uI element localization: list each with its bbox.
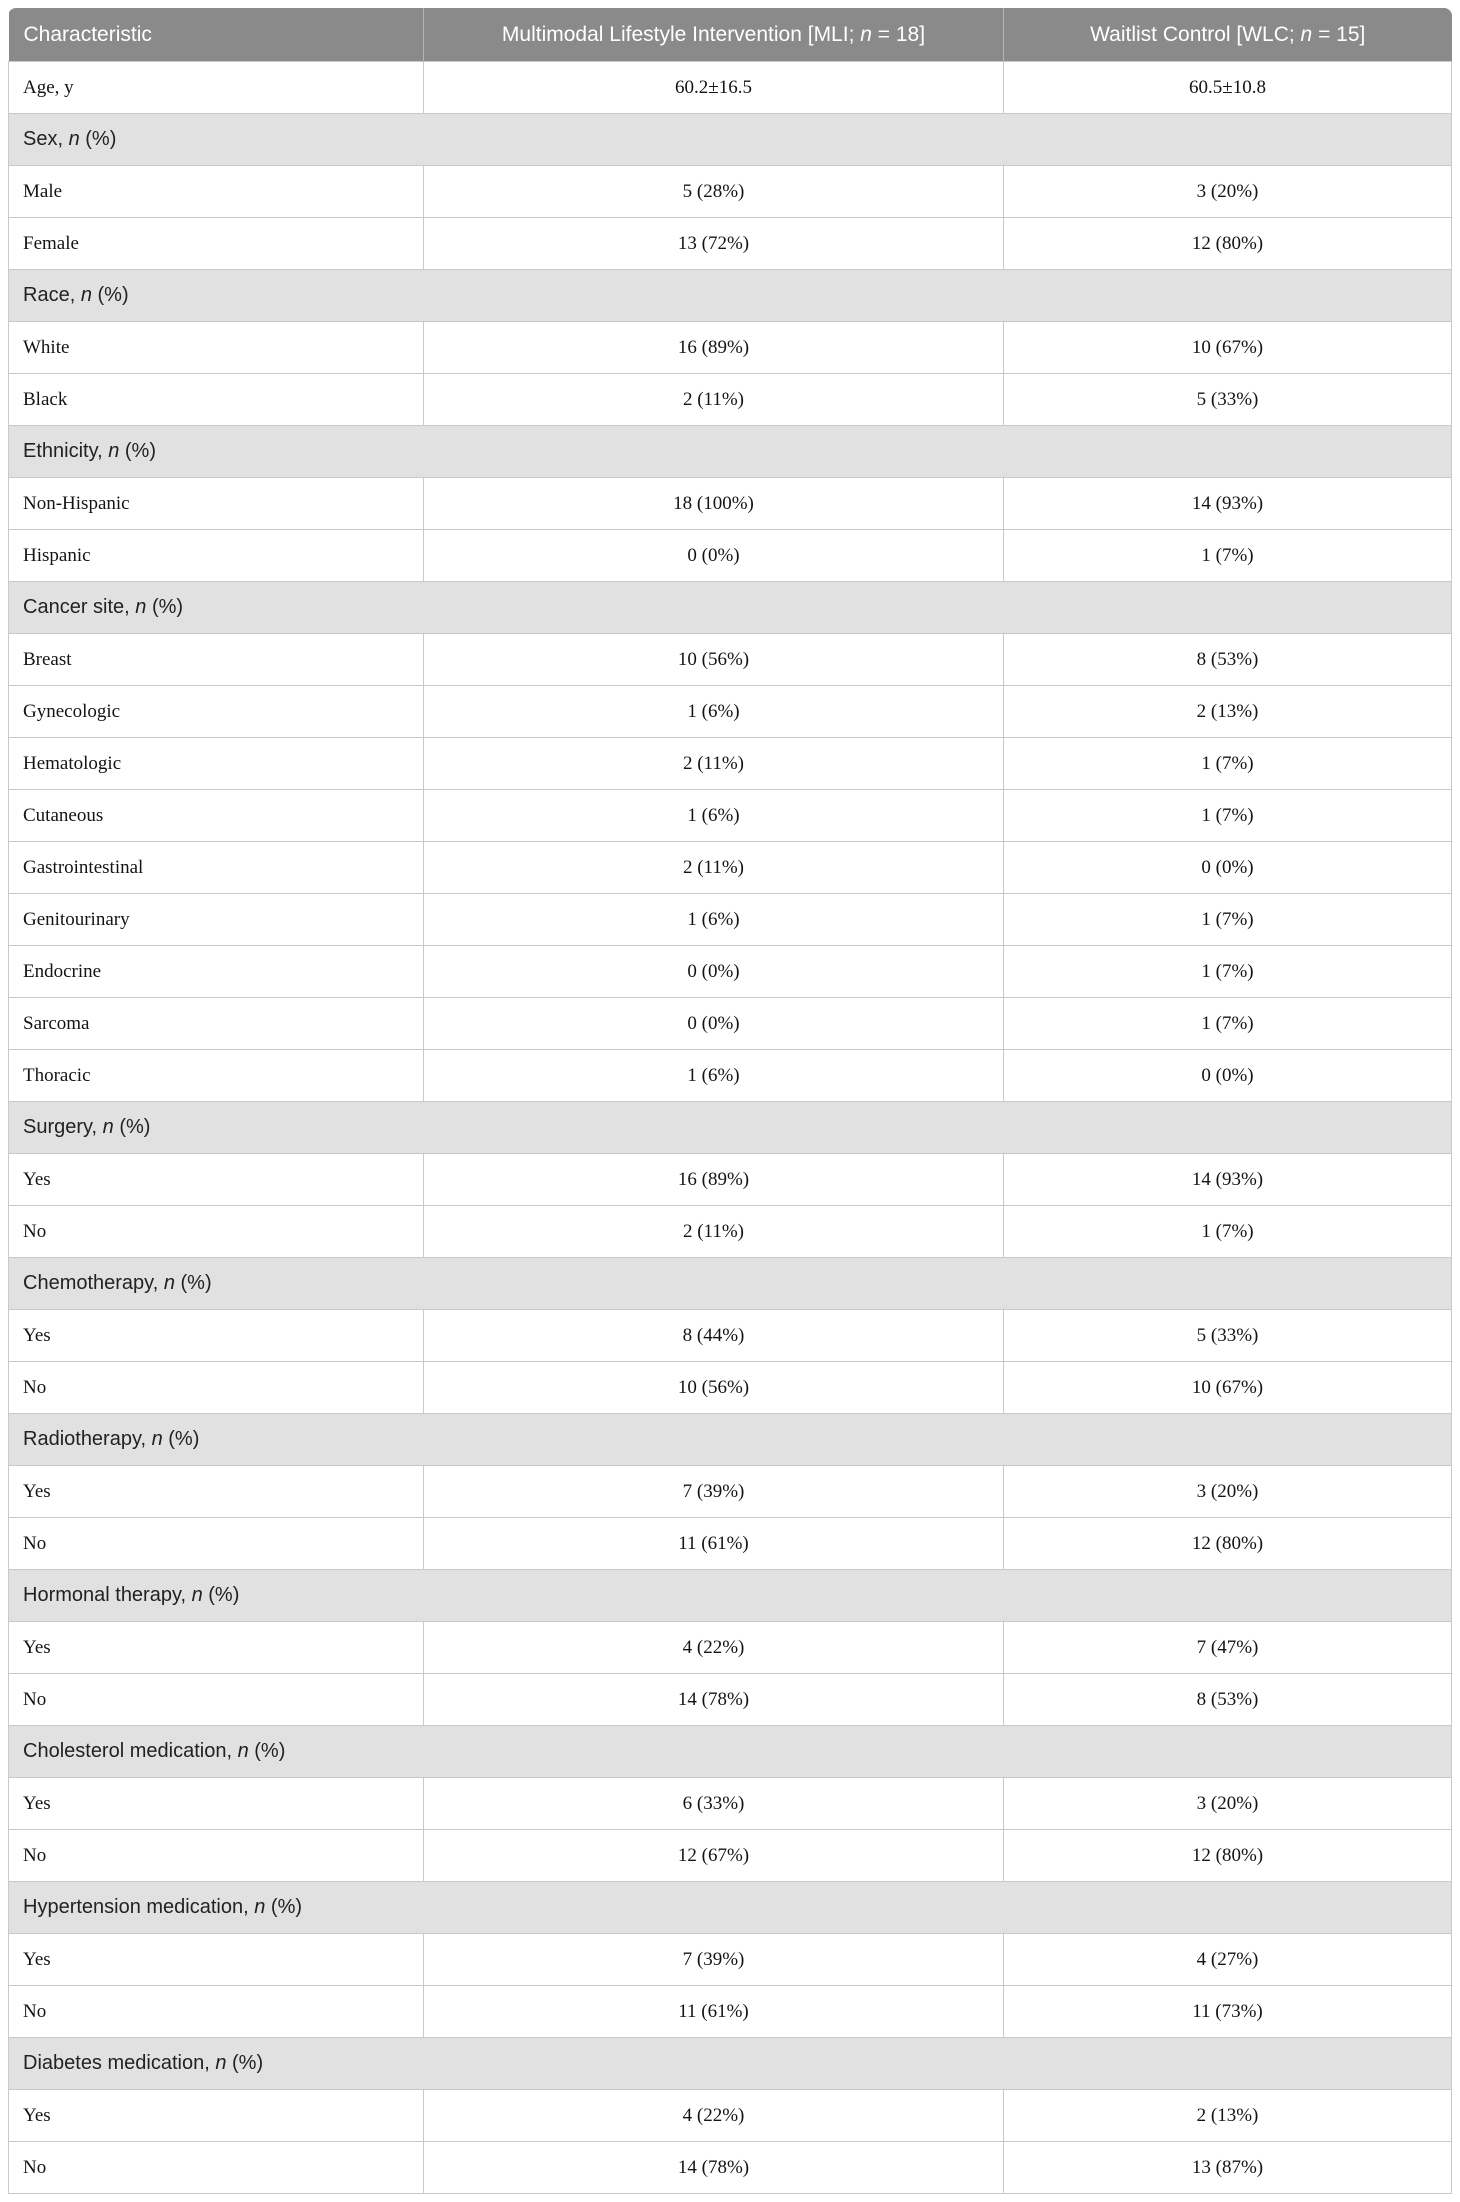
section-label [9,114,1452,166]
section-label-text: Ethnicity, [23,440,109,462]
table-row [9,1934,1452,1986]
section-label-italic-n: n [191,1584,203,1606]
table-row [9,1206,1452,1258]
row-label: Cutaneous [9,790,424,842]
mli-value: 18 (100%) [424,478,1004,530]
row-label: Gastrointestinal [9,842,424,894]
mli-value: 2 (11%) [424,842,1004,894]
section-row [9,1258,1452,1310]
mli-value: 2 (11%) [424,374,1004,426]
section-label-suffix: (%) [146,596,184,618]
wlc-value: 3 (20%) [1004,1466,1452,1518]
wlc-value: 8 (53%) [1004,634,1452,686]
section-label-text: Hypertension medication, [23,1896,255,1918]
section-label-italic-n: n [215,2052,227,2074]
section-label-italic-n: n [135,596,147,618]
table-row [9,478,1452,530]
table-row [9,1310,1452,1362]
wlc-value: 8 (53%) [1004,1674,1452,1726]
section-row [9,426,1452,478]
row-label: Thoracic [9,1050,424,1102]
section-label [9,1726,1452,1778]
header-mli-text: Multimodal Lifestyle Intervention [MLI; [501,22,861,46]
header-wlc-text: Waitlist Control [WLC; [1090,22,1301,46]
wlc-value: 10 (67%) [1004,1362,1452,1414]
table-row [9,946,1452,998]
header-mli-italic-n: n [860,22,872,46]
mli-value: 13 (72%) [424,218,1004,270]
section-label [9,1102,1452,1154]
table-row [9,738,1452,790]
section-label-suffix: (%) [226,2052,264,2074]
section-label-suffix: (%) [119,440,157,462]
mli-value: 0 (0%) [424,998,1004,1050]
row-label: Yes [9,1154,424,1206]
wlc-value: 2 (13%) [1004,686,1452,738]
mli-value: 10 (56%) [424,1362,1004,1414]
mli-value: 10 (56%) [424,634,1004,686]
participant-characteristics-table [8,8,1452,2194]
table-row [9,62,1452,114]
section-label-suffix: (%) [113,1116,151,1138]
table-row [9,1154,1452,1206]
wlc-value: 7 (47%) [1004,1622,1452,1674]
row-label: No [9,1362,424,1414]
mli-value: 16 (89%) [424,322,1004,374]
mli-value: 4 (22%) [424,1622,1004,1674]
section-label-suffix: (%) [265,1896,303,1918]
table-row [9,530,1452,582]
section-label-italic-n: n [163,1272,175,1294]
table-container [8,8,1452,2194]
section-row [9,270,1452,322]
row-label: Yes [9,1310,424,1362]
section-label-italic-n: n [80,284,92,306]
header-characteristic: Characteristic [9,8,424,62]
mli-value: 8 (44%) [424,1310,1004,1362]
table-row [9,2142,1452,2194]
row-label: Yes [9,1466,424,1518]
mli-value: 5 (28%) [424,166,1004,218]
table-row [9,1778,1452,1830]
section-label-italic-n: n [254,1896,266,1918]
mli-value: 1 (6%) [424,790,1004,842]
row-label: Yes [9,1622,424,1674]
section-label-text: Hormonal therapy, [23,1584,192,1606]
wlc-value: 4 (27%) [1004,1934,1452,1986]
mli-value: 7 (39%) [424,1934,1004,1986]
wlc-value: 3 (20%) [1004,166,1452,218]
mli-value: 14 (78%) [424,1674,1004,1726]
row-label: No [9,1986,424,2038]
section-label [9,1882,1452,1934]
row-label: No [9,1830,424,1882]
wlc-value: 1 (7%) [1004,738,1452,790]
section-row [9,1414,1452,1466]
table-body [9,62,1452,2194]
table-row [9,1986,1452,2038]
header-wlc-italic-n: n [1300,22,1313,46]
section-label-suffix: (%) [79,128,117,150]
wlc-value: 1 (7%) [1004,998,1452,1050]
wlc-value: 1 (7%) [1004,530,1452,582]
table-row [9,894,1452,946]
section-label-text: Diabetes medication, [23,2052,216,2074]
row-label: White [9,322,424,374]
section-label-italic-n: n [237,1740,249,1762]
mli-value: 4 (22%) [424,2090,1004,2142]
wlc-value: 12 (80%) [1004,218,1452,270]
row-label: No [9,1206,424,1258]
header-wlc-suffix: = 15] [1312,22,1366,46]
mli-value: 1 (6%) [424,1050,1004,1102]
wlc-value: 2 (13%) [1004,2090,1452,2142]
section-label-text: Chemotherapy, [23,1272,164,1294]
wlc-value: 5 (33%) [1004,1310,1452,1362]
wlc-value: 0 (0%) [1004,1050,1452,1102]
table-row [9,1830,1452,1882]
mli-value: 12 (67%) [424,1830,1004,1882]
row-label: No [9,2142,424,2194]
section-label-suffix: (%) [248,1740,286,1762]
section-row [9,582,1452,634]
section-label-suffix: (%) [174,1272,212,1294]
mli-value: 7 (39%) [424,1466,1004,1518]
section-row [9,1570,1452,1622]
table-row [9,374,1452,426]
mli-value: 1 (6%) [424,894,1004,946]
wlc-value: 1 (7%) [1004,894,1452,946]
section-label-suffix: (%) [202,1584,240,1606]
mli-value: 11 (61%) [424,1518,1004,1570]
table-row [9,218,1452,270]
mli-value: 0 (0%) [424,946,1004,998]
row-label: Gynecologic [9,686,424,738]
wlc-value: 10 (67%) [1004,322,1452,374]
wlc-value: 13 (87%) [1004,2142,1452,2194]
table-row [9,1622,1452,1674]
table-row [9,1518,1452,1570]
section-label-text: Surgery, [23,1116,103,1138]
row-label: Female [9,218,424,270]
table-row [9,790,1452,842]
row-label: Hematologic [9,738,424,790]
section-label-text: Cholesterol medication, [23,1740,238,1762]
table-row [9,1362,1452,1414]
row-label: Yes [9,2090,424,2142]
section-label [9,1258,1452,1310]
mli-value: 14 (78%) [424,2142,1004,2194]
wlc-value: 60.5±10.8 [1004,62,1452,114]
mli-value: 11 (61%) [424,1986,1004,2038]
table-row [9,166,1452,218]
section-label-italic-n: n [68,128,80,150]
wlc-value: 14 (93%) [1004,478,1452,530]
section-label-italic-n: n [102,1116,114,1138]
row-label: No [9,1518,424,1570]
section-label-italic-n: n [151,1428,163,1450]
table-row [9,842,1452,894]
header-mli-suffix: = 18] [871,22,926,46]
row-label: Non-Hispanic [9,478,424,530]
row-label: Sarcoma [9,998,424,1050]
wlc-value: 0 (0%) [1004,842,1452,894]
mli-value: 16 (89%) [424,1154,1004,1206]
row-label: Yes [9,1934,424,1986]
section-label-italic-n: n [108,440,120,462]
wlc-value: 12 (80%) [1004,1518,1452,1570]
section-label-suffix: (%) [162,1428,200,1450]
table-row [9,1050,1452,1102]
section-label-suffix: (%) [91,284,129,306]
table-row [9,686,1452,738]
table-header-row [9,8,1452,62]
mli-value: 6 (33%) [424,1778,1004,1830]
row-label: Yes [9,1778,424,1830]
mli-value: 1 (6%) [424,686,1004,738]
section-label [9,1414,1452,1466]
table-row [9,2090,1452,2142]
row-label: Genitourinary [9,894,424,946]
row-label: Male [9,166,424,218]
wlc-value: 12 (80%) [1004,1830,1452,1882]
wlc-value: 1 (7%) [1004,790,1452,842]
wlc-value: 1 (7%) [1004,1206,1452,1258]
mli-value: 2 (11%) [424,1206,1004,1258]
wlc-value: 5 (33%) [1004,374,1452,426]
table-row [9,1674,1452,1726]
section-label [9,1570,1452,1622]
section-row [9,1102,1452,1154]
table-row [9,998,1452,1050]
mli-value: 0 (0%) [424,530,1004,582]
section-row [9,114,1452,166]
section-row [9,1882,1452,1934]
section-label-text: Radiotherapy, [23,1428,152,1450]
section-label [9,582,1452,634]
section-row [9,1726,1452,1778]
section-label [9,270,1452,322]
wlc-value: 14 (93%) [1004,1154,1452,1206]
mli-value: 2 (11%) [424,738,1004,790]
row-label: Hispanic [9,530,424,582]
row-label: No [9,1674,424,1726]
wlc-value: 3 (20%) [1004,1778,1452,1830]
table-row [9,634,1452,686]
mli-value: 60.2±16.5 [424,62,1004,114]
table-row [9,322,1452,374]
table-row [9,1466,1452,1518]
section-label-text: Cancer site, [23,596,136,618]
row-label: Breast [9,634,424,686]
section-label-text: Sex, [23,128,69,150]
header-wlc-group [1004,8,1452,62]
row-label: Black [9,374,424,426]
wlc-value: 1 (7%) [1004,946,1452,998]
header-mli-group [424,8,1004,62]
row-label: Endocrine [9,946,424,998]
row-label: Age, y [9,62,424,114]
section-label-text: Race, [23,284,81,306]
section-label [9,426,1452,478]
wlc-value: 11 (73%) [1004,1986,1452,2038]
